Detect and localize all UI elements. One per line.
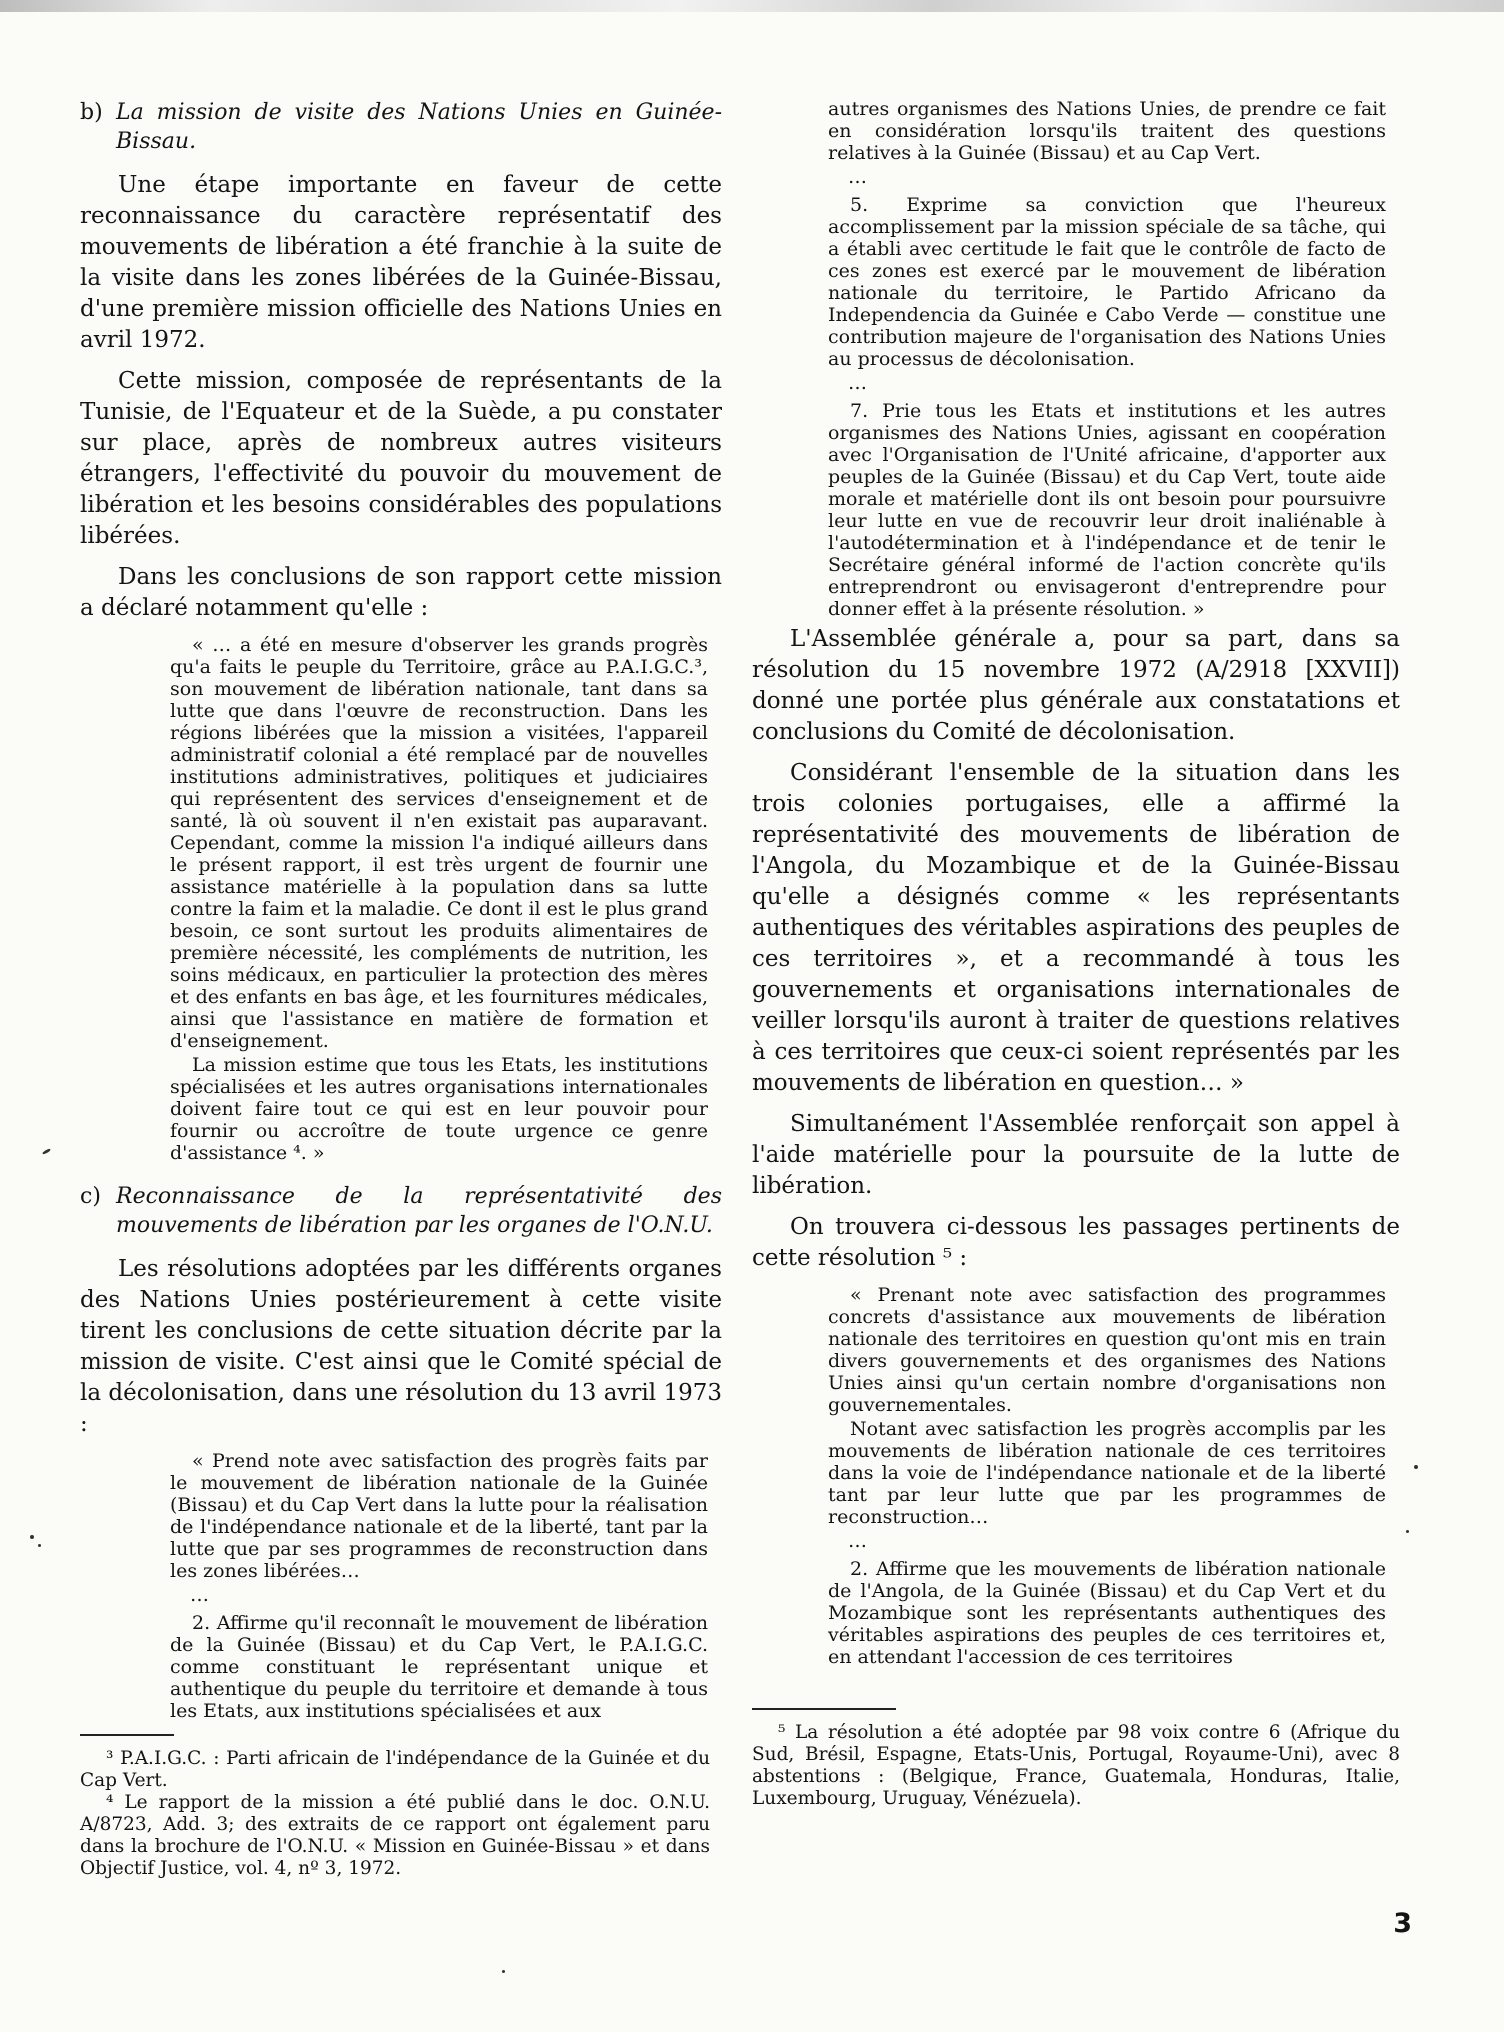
scan-speck bbox=[38, 1544, 41, 1547]
left-column bbox=[80, 98, 722, 1726]
quote-paragraph: 5. Exprime sa conviction que l'heureux accomplissement par la mission spéciale de sa tâche, qui a établi avec certitude le fait que le contrôle de facto de ces zones est exercé par le mouvement de libération nationale du territoire, le Partido Africano da Independencia da Guinée e Cabo Verde — constitue une contribution majeure de l'organisation des Nations Unies au processus de décolonisation. bbox=[828, 194, 1386, 370]
paragraph-2: Cette mission, composée de représentants de la Tunisie, de l'Equateur et de la Suède, a pu constater sur place, après de nombreux autres visiteurs étrangers, l'effectivité du pouvoir du mouvement de libération et les besoins considérables des populations libérées. bbox=[80, 368, 722, 549]
footnote-3: ³ P.A.I.G.C. : Parti africain de l'indépendance de la Guinée et du Cap Vert. bbox=[80, 1748, 710, 1791]
quote-paragraph: « … a été en mesure d'observer les grands progrès qu'a faits le peuple du Territoire, grâce au P.A.I.G.C.³, son mouvement de libération nationale, tant dans sa lutte que dans l'œuvre de reconstruction. Dans les régions libérées que la mission a visitées, l'appareil administratif colonial a été remplacé par de nouvelles institutions administratives, politiques et judiciaires qui représentent des services d'enseignement et de santé, là où souvent il n'en existait pas auparavant. Cependant, comme la mission l'a indiqué ailleurs dans le présent rapport, il est très urgent de fournir une assistance matérielle à la population dans sa lutte contre la faim et la maladie. Ce dont il est le plus grand besoin, ce sont surtout les produits alimentaires de première nécessité, les compléments de nutrition, les soins médicaux, en particulier la protection des mères et des enfants en bas âge, et les fournitures médicales, ainsi que l'assistance en matière de formation et d'enseignement. bbox=[170, 634, 708, 1052]
quote-paragraph: « Prend note avec satisfaction des progrès faits par le mouvement de libération nationale de la Guinée (Bissau) et du Cap Vert dans la lutte pour la réalisation de l'indépendance nationale et de la liberté, tant par la lutte que par ses programmes de reconstruction dans les zones libérées… bbox=[170, 1450, 708, 1582]
quote-paragraph: 2. Affirme qu'il reconnaît le mouvement de libération de la Guinée (Bissau) et du Cap Vert, le P.A.I.G.C. comme constituant le représentant unique et authentique du peuple du territoire et demande à tous les Etats, aux institutions spécialisées et aux bbox=[170, 1612, 708, 1722]
page-number: 3 bbox=[1393, 1908, 1412, 1939]
footnote-rule-left bbox=[80, 1734, 174, 1736]
quote-committee-resolution-continued bbox=[828, 98, 1386, 620]
section-heading-b bbox=[80, 98, 722, 156]
quote-paragraph: 7. Prie tous les Etats et institutions et les autres organismes des Nations Unies, agissant en coopération avec l'Organisation de l'Unité africaine, d'apporter aux peuples de la Guinée (Bissau) et du Cap Vert, toute aide morale et matérielle dont ils ont besoin pour poursuivre leur lutte en vue de recouvrir leur droit inaliénable à l'autodétermination et à l'indépendance et de tenir le Secrétaire général informé de l'action concrète qu'ils entreprendront ou envisageront d'entreprendre pour donner effet à la présente résolution. » bbox=[828, 400, 1386, 620]
scan-speck bbox=[1414, 1465, 1418, 1469]
scan-speck bbox=[1406, 1530, 1409, 1533]
quote-ellipsis: … bbox=[848, 372, 867, 394]
quote-ellipsis: … bbox=[848, 166, 867, 188]
paragraph-6: Considérant l'ensemble de la situation dans les trois colonies portugaises, elle a affirmé la représentativité des mouvements de libération de l'Angola, du Mozambique et de la Guinée-Bissau qu'elle a désignés comme « les représentants authentiques des véritables aspirations des peuples de ces territoires », et a recommandé à tous les gouvernements et organisations internationales de veiller lorsqu'ils auront à traiter de questions relatives à ces territoires que ceux-ci soient représentés par les mouvements de libération en question… » bbox=[752, 760, 1400, 1096]
section-title-b: La mission de visite des Nations Unies en Guinée-Bissau. bbox=[116, 100, 722, 154]
quote-paragraph: La mission estime que tous les Etats, les institutions spécialisées et les autres organisations internationales doivent faire tout ce qui est en leur pouvoir pour fournir ou accroître de toute urgence ce genre d'assistance ⁴. » bbox=[170, 1054, 708, 1164]
paragraph-5: L'Assemblée générale a, pour sa part, dans sa résolution du 15 novembre 1972 (A/2918 [XXVII]) donné une portée plus générale aux constatations et conclusions du Comité de décolonisation. bbox=[752, 626, 1400, 745]
footnote-5: ⁵ La résolution a été adoptée par 98 voix contre 6 (Afrique du Sud, Brésil, Espagne, Etats-Unis, Portugal, Royaume-Uni), avec 8 abstentions : (Belgique, France, Guatemala, Honduras, Italie, Luxembourg, Uruguay, Vénézuela). bbox=[752, 1722, 1400, 1809]
footnote-rule-right bbox=[752, 1708, 896, 1710]
right-column bbox=[752, 98, 1400, 1672]
paragraph-7: Simultanément l'Assemblée renforçait son appel à l'aide matérielle pour la poursuite de la lutte de libération. bbox=[752, 1111, 1400, 1199]
paragraph-3: Dans les conclusions de son rapport cette mission a déclaré notamment qu'elle : bbox=[80, 564, 722, 621]
quote-committee-resolution bbox=[170, 1450, 708, 1722]
scan-speck bbox=[42, 1148, 51, 1155]
section-title-c: Reconnaissance de la représentativité des mouvements de libération par les organes de l'O.N.U. bbox=[116, 1184, 722, 1238]
quote-paragraph: « Prenant note avec satisfaction des programmes concrets d'assistance aux mouvements de libération nationale des territoires en question qu'ont mis en train divers gouvernements et des organismes des Nations Unies ainsi qu'un certain nombre d'organisations non gouvernementales. bbox=[828, 1284, 1386, 1416]
quote-ellipsis: … bbox=[848, 1530, 867, 1552]
quote-paragraph: Notant avec satisfaction les progrès accomplis par les mouvements de libération nationale de ces territoires dans la voie de l'indépendance nationale et de la liberté tant par leur lutte que par les programmes de reconstruction… bbox=[828, 1418, 1386, 1528]
footnotes-right bbox=[752, 1722, 1400, 1810]
section-letter-b: b) bbox=[80, 100, 103, 125]
quote-ellipsis: … bbox=[190, 1584, 209, 1606]
footnotes-left bbox=[80, 1748, 710, 1880]
scan-edge-noise bbox=[0, 0, 1504, 12]
paragraph-8: On trouvera ci-dessous les passages pertinents de cette résolution ⁵ : bbox=[752, 1214, 1400, 1271]
section-letter-c: c) bbox=[80, 1184, 101, 1209]
paragraph-4: Les résolutions adoptées par les différents organes des Nations Unies postérieurement à cette visite tirent les conclusions de cette situation décrite par la mission de visite. C'est ainsi que le Comité spécial de la décolonisation, dans une résolution du 13 avril 1973 : bbox=[80, 1256, 722, 1437]
quote-paragraph: autres organismes des Nations Unies, de prendre ce fait en considération lorsqu'ils traitent des questions relatives à la Guinée (Bissau) et au Cap Vert. bbox=[828, 98, 1386, 164]
scan-speck bbox=[30, 1535, 34, 1539]
quote-paragraph: 2. Affirme que les mouvements de libération nationale de l'Angola, de la Guinée (Bissau) et du Cap Vert et du Mozambique sont les représentants authentiques des véritables aspirations des peuples de ces territoires et, en attendant l'accession de ces territoires bbox=[828, 1558, 1386, 1668]
section-heading-c bbox=[80, 1182, 722, 1240]
quote-general-assembly-resolution bbox=[828, 1284, 1386, 1668]
paragraph-1: Une étape importante en faveur de cette reconnaissance du caractère représentatif des mouvements de libération a été franchie à la suite de la visite dans les zones libérées de la Guinée-Bissau, d'une première mission officielle des Nations Unies en avril 1972. bbox=[80, 172, 722, 353]
quote-mission-report bbox=[170, 634, 708, 1164]
scan-speck bbox=[502, 1970, 505, 1973]
footnote-4: ⁴ Le rapport de la mission a été publié dans le doc. O.N.U. A/8723, Add. 3; des extraits de ce rapport ont également paru dans la brochure de l'O.N.U. « Mission en Guinée-Bissau » et dans Objectif Justice, vol. 4, nº 3, 1972. bbox=[80, 1792, 710, 1879]
